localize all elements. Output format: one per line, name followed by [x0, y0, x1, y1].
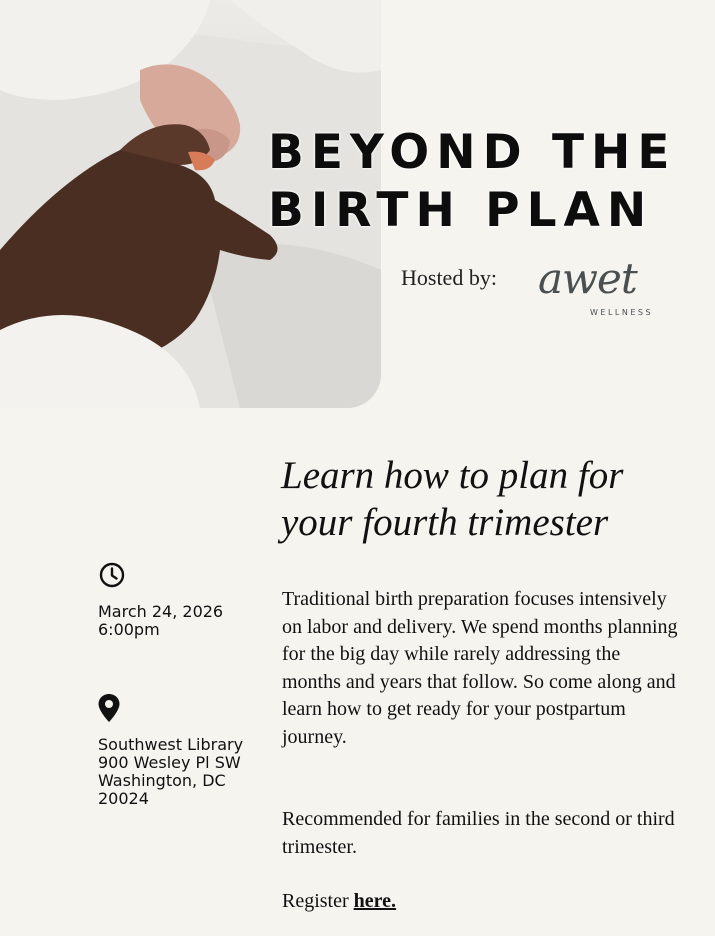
event-datetime [98, 603, 223, 639]
headline [281, 452, 701, 546]
map-pin-icon [97, 693, 121, 723]
logo-sub-text: WELLNESS [590, 308, 654, 317]
event-title-line-2: BIRTH PLAN [268, 183, 654, 238]
clock-icon [99, 562, 125, 588]
event-location [98, 736, 243, 808]
location-city: Washington, DC [98, 771, 226, 790]
location-street: 900 Wesley Pl SW [98, 753, 241, 772]
awet-wellness-logo [536, 254, 666, 324]
logo-script-text: awet [538, 254, 637, 303]
event-time: 6:00pm [98, 620, 160, 639]
event-date: March 24, 2026 [98, 602, 224, 621]
register-line [282, 888, 682, 916]
event-title-line-1: BEYOND THE [268, 125, 677, 180]
headline-line-2: your fourth trimester [281, 501, 609, 544]
description-paragraph: Traditional birth preparation focuses intensively on labor and delivery. We spend months planning for the big day while rarely addressing the months and years that follow. So come along and learn how to get ready for your postpartum journey. [282, 588, 678, 748]
event-title [268, 124, 708, 240]
location-zip: 20024 [98, 789, 149, 808]
headline-line-1: Learn how to plan for [281, 454, 624, 497]
recommendation-paragraph: Recommended for families in the second or third trimester. [282, 808, 675, 858]
register-link[interactable]: here. [353, 890, 397, 912]
location-name: Southwest Library [98, 735, 244, 754]
register-prefix: Register [282, 890, 349, 912]
hosted-by-label: Hosted by: [401, 265, 497, 290]
